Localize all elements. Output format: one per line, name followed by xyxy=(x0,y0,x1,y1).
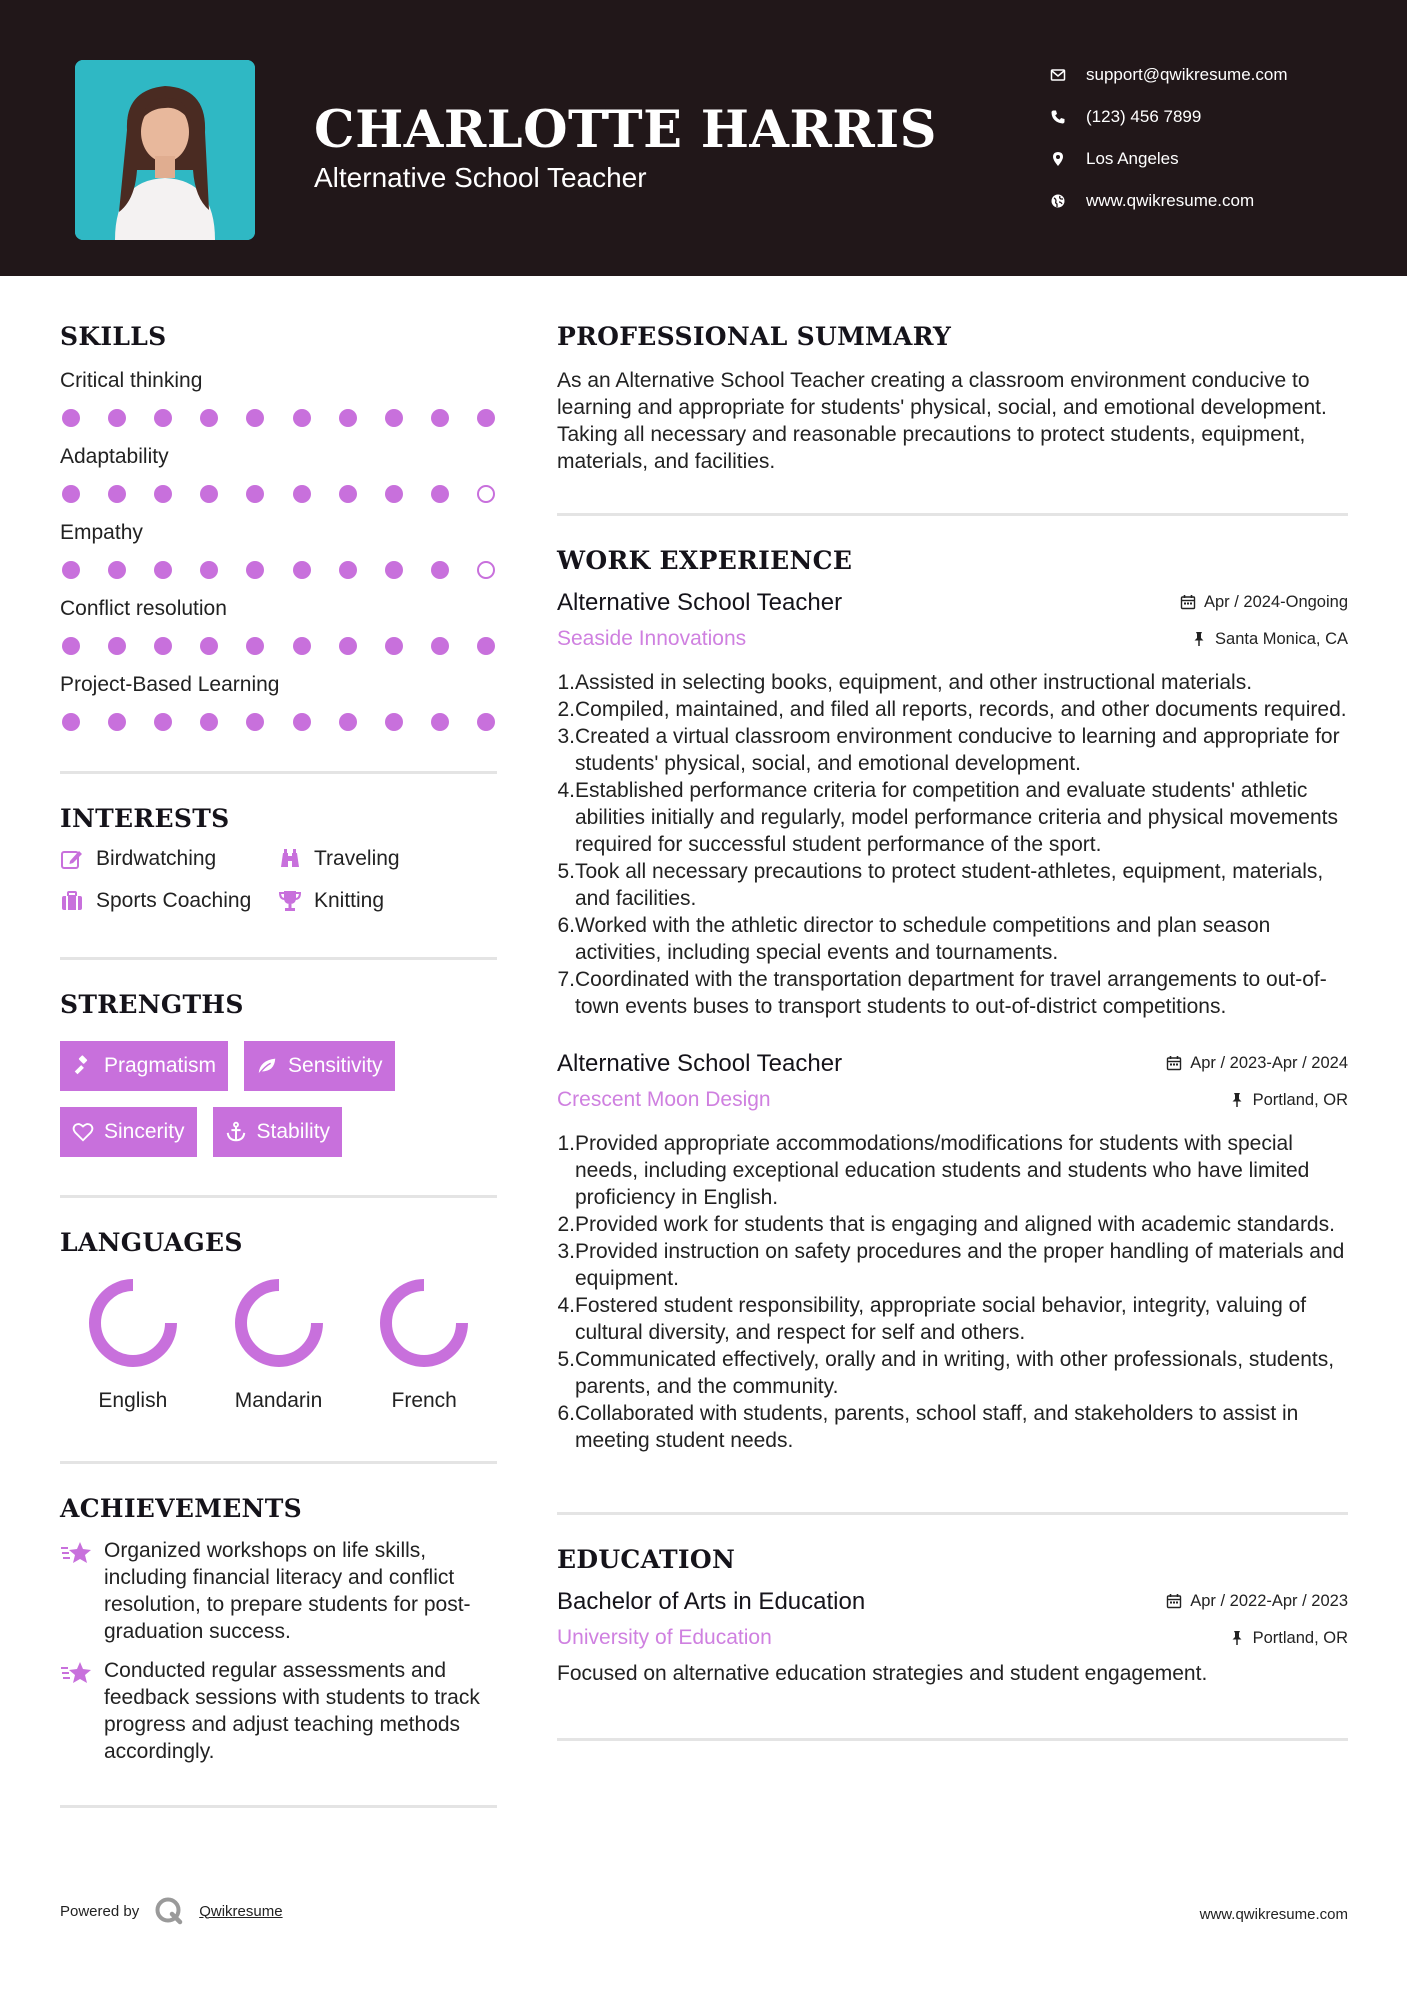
interest-label: Birdwatching xyxy=(96,847,217,870)
interest-label: Traveling xyxy=(314,847,400,870)
contact-location-text: Los Angeles xyxy=(1086,149,1179,168)
skill-rating xyxy=(60,485,497,503)
list-item: 2. Compiled, maintained, and filed all reports, records, and other documents required. xyxy=(557,698,1347,721)
rating-dot-filled xyxy=(108,637,126,655)
language-name: Mandarin xyxy=(234,1389,323,1412)
map-pin-icon xyxy=(1050,149,1086,169)
interest-item xyxy=(60,847,278,871)
rating-dot-filled xyxy=(385,485,403,503)
contact-email-text: support@qwikresume.com xyxy=(1086,65,1288,84)
experience-title: WORK EXPERIENCE xyxy=(557,546,853,575)
achievement-item xyxy=(60,1537,497,1645)
list-item: 6. Worked with the athletic director to schedule competitions and plan season activities, including special events and tournaments. xyxy=(557,914,1271,964)
rating-dot-filled xyxy=(154,409,172,427)
rating-dot-filled xyxy=(431,485,449,503)
strength-label: Stability xyxy=(256,1120,331,1143)
anchor-icon xyxy=(225,1121,247,1143)
contact-website[interactable] xyxy=(1050,180,1380,222)
section-divider xyxy=(557,1738,1348,1741)
skill-item xyxy=(60,521,497,579)
language-level-arc xyxy=(386,1285,462,1361)
education-title: EDUCATION xyxy=(557,1545,736,1574)
rating-dot-filled xyxy=(246,409,264,427)
gavel-icon xyxy=(72,1055,94,1077)
footer-website[interactable]: www.qwikresume.com xyxy=(1199,1906,1348,1923)
skill-rating xyxy=(60,561,497,579)
skill-item xyxy=(60,673,497,731)
job-location xyxy=(1191,630,1348,649)
rating-dot-filled xyxy=(246,713,264,731)
strength-label: Pragmatism xyxy=(104,1054,217,1077)
strength-chip xyxy=(213,1107,343,1157)
language-name: English xyxy=(98,1389,168,1412)
list-item: 4. Established performance criteria for competition and evaluate students' athletic abilities initially and regularly, model performance criteria and physical movements required for successful student performance of the sport. xyxy=(557,779,1338,856)
skill-name: Project-Based Learning xyxy=(60,673,280,696)
job-entry xyxy=(557,589,1348,1020)
rating-dot-filled xyxy=(385,409,403,427)
rating-dot-filled xyxy=(339,485,357,503)
skill-name: Empathy xyxy=(60,521,143,544)
contact-phone-text: (123) 456 7899 xyxy=(1086,107,1202,126)
section-divider xyxy=(60,957,497,960)
achievement-item xyxy=(60,1657,497,1765)
calendar-icon xyxy=(1166,1593,1182,1609)
pushpin-icon xyxy=(1229,1630,1245,1646)
skill-item xyxy=(60,369,497,427)
job-dates xyxy=(1166,1054,1348,1073)
section-divider xyxy=(557,513,1348,516)
rating-dot-filled xyxy=(108,409,126,427)
skill-rating xyxy=(60,713,497,731)
company-name: Seaside Innovations xyxy=(557,627,747,650)
language-item xyxy=(351,1275,497,1413)
languages-title: LANGUAGES xyxy=(60,1228,243,1257)
rating-dot-filled xyxy=(293,561,311,579)
contact-list xyxy=(1050,54,1380,222)
rating-dot-filled xyxy=(431,561,449,579)
pushpin-icon xyxy=(1191,631,1207,647)
school-name: University of Education xyxy=(557,1626,772,1649)
education-dates-text: Apr / 2022-Apr / 2023 xyxy=(1190,1591,1348,1610)
job-bullets xyxy=(557,669,1348,1020)
job-dates xyxy=(1180,593,1348,612)
rating-dot-filled xyxy=(246,485,264,503)
footer-powered-by xyxy=(60,1895,283,1927)
list-item: 5. Communicated effectively, orally and in writing, with other professionals, students, parents, and the community. xyxy=(557,1348,1335,1398)
candidate-role: Alternative School Teacher xyxy=(314,162,647,193)
rating-dot-filled xyxy=(431,637,449,655)
job-dates-text: Apr / 2023-Apr / 2024 xyxy=(1190,1053,1348,1072)
education-dates xyxy=(1166,1592,1348,1611)
list-item: 2. Provided work for students that is engaging and aligned with academic standards. xyxy=(557,1213,1335,1236)
list-item: 5. Took all necessary precautions to protect student-athletes, equipment, materials, and facilities. xyxy=(557,860,1324,910)
shooting-star-icon xyxy=(60,1657,104,1765)
skill-name: Adaptability xyxy=(60,445,169,468)
contact-email[interactable] xyxy=(1050,54,1380,96)
qwikresume-logo-icon xyxy=(153,1895,185,1927)
language-progress-ring xyxy=(85,1275,181,1371)
language-progress-ring xyxy=(376,1275,472,1371)
rating-dot-filled xyxy=(108,561,126,579)
strengths-title: STRENGTHS xyxy=(60,990,244,1019)
calendar-icon xyxy=(1180,594,1196,610)
brand-link[interactable]: Qwikresume xyxy=(199,1902,283,1920)
list-item: 6. Collaborated with students, parents, school staff, and stakeholders to assist in meeting student needs. xyxy=(557,1402,1299,1452)
skill-item xyxy=(60,597,497,655)
strengths-list xyxy=(60,1041,497,1157)
profile-photo xyxy=(75,60,255,240)
rating-dot-filled xyxy=(431,713,449,731)
rating-dot-filled xyxy=(385,561,403,579)
strength-chip xyxy=(244,1041,395,1091)
interest-item xyxy=(60,889,278,913)
rating-dot-empty xyxy=(477,561,495,579)
contact-phone[interactable] xyxy=(1050,96,1380,138)
shooting-star-icon xyxy=(60,1537,104,1645)
language-name: French xyxy=(391,1389,457,1412)
rating-dot-filled xyxy=(477,637,495,655)
language-level-arc xyxy=(95,1285,171,1361)
rating-dot-filled xyxy=(154,561,172,579)
section-divider xyxy=(557,1512,1348,1515)
rating-dot-filled xyxy=(246,561,264,579)
list-item: 7. Coordinated with the transportation department for travel arrangements to out-of-town events buses to transport students to out-of-district competitions. xyxy=(557,968,1327,1018)
strength-label: Sensitivity xyxy=(288,1054,383,1077)
job-location-text: Portland, OR xyxy=(1252,1090,1348,1109)
language-item xyxy=(60,1275,206,1413)
rating-dot-empty xyxy=(477,485,495,503)
skills-list xyxy=(60,369,497,731)
rating-dot-filled xyxy=(293,713,311,731)
interest-item xyxy=(278,847,496,871)
rating-dot-filled xyxy=(293,637,311,655)
summary-title: PROFESSIONAL SUMMARY xyxy=(557,322,952,351)
rating-dot-filled xyxy=(339,561,357,579)
candidate-name: CHARLOTTE HARRIS xyxy=(314,100,937,160)
list-item: 1. Assisted in selecting books, equipment, and other instructional materials. xyxy=(557,671,1253,694)
skill-rating xyxy=(60,409,497,427)
skills-title: SKILLS xyxy=(60,322,167,351)
rating-dot-filled xyxy=(293,409,311,427)
list-item: 1. Provided appropriate accommodations/modifications for students with special needs, including exceptional education students and students who have limited proficiency in English. xyxy=(557,1132,1310,1209)
degree-title: Bachelor of Arts in Education xyxy=(557,1588,866,1615)
briefcase-icon xyxy=(60,889,96,913)
rating-dot-filled xyxy=(154,485,172,503)
profile-photo-illustration xyxy=(75,60,255,240)
envelope-icon xyxy=(1050,65,1086,85)
job-title: Alternative School Teacher xyxy=(557,589,843,616)
interests-title: INTERESTS xyxy=(60,804,230,833)
interest-item xyxy=(278,889,496,913)
job-title: Alternative School Teacher xyxy=(557,1050,843,1077)
contact-website-text: www.qwikresume.com xyxy=(1086,191,1255,210)
strength-label: Sincerity xyxy=(104,1120,185,1143)
skill-rating xyxy=(60,637,497,655)
powered-by-text: Powered by xyxy=(60,1902,140,1920)
pushpin-icon xyxy=(1229,1092,1245,1108)
rating-dot-filled xyxy=(200,485,218,503)
rating-dot-filled xyxy=(62,409,80,427)
trophy-icon xyxy=(278,889,314,913)
leaf-icon xyxy=(256,1055,278,1077)
rating-dot-filled xyxy=(62,637,80,655)
skill-item xyxy=(60,445,497,503)
rating-dot-filled xyxy=(200,713,218,731)
rating-dot-filled xyxy=(293,485,311,503)
rating-dot-filled xyxy=(200,561,218,579)
rating-dot-filled xyxy=(62,485,80,503)
education-location-text: Portland, OR xyxy=(1252,1628,1348,1647)
rating-dot-filled xyxy=(200,637,218,655)
rating-dot-filled xyxy=(385,713,403,731)
skill-name: Critical thinking xyxy=(60,369,203,392)
rating-dot-filled xyxy=(477,409,495,427)
strength-chip xyxy=(60,1041,228,1091)
binoculars-icon xyxy=(278,847,314,871)
achievement-text: Conducted regular assessments and feedback sessions with students to track progress and adjust teaching methods accordingly. xyxy=(104,1659,480,1763)
list-item: 3. Provided instruction on safety procedures and the proper handling of materials and equipment. xyxy=(557,1240,1345,1290)
job-location-text: Santa Monica, CA xyxy=(1215,629,1348,648)
company-name: Crescent Moon Design xyxy=(557,1088,771,1111)
rating-dot-filled xyxy=(108,485,126,503)
rating-dot-filled xyxy=(431,409,449,427)
job-bullets xyxy=(557,1130,1348,1454)
section-divider xyxy=(60,1805,497,1808)
rating-dot-filled xyxy=(339,637,357,655)
achievement-text: Organized workshops on life skills, including financial literacy and conflict resolution, to prepare students for post-graduation success. xyxy=(104,1539,471,1643)
heart-icon xyxy=(72,1121,94,1143)
interest-label: Sports Coaching xyxy=(96,889,252,912)
interests-list xyxy=(60,847,497,913)
section-divider xyxy=(60,771,497,774)
language-item xyxy=(206,1275,352,1413)
skill-name: Conflict resolution xyxy=(60,597,227,620)
section-divider xyxy=(60,1461,497,1464)
calendar-icon xyxy=(1166,1055,1182,1071)
language-progress-ring xyxy=(231,1275,327,1371)
achievements-title: ACHIEVEMENTS xyxy=(60,1494,302,1523)
languages-list xyxy=(60,1275,497,1413)
phone-icon xyxy=(1050,107,1086,127)
edit-icon xyxy=(60,847,96,871)
rating-dot-filled xyxy=(154,713,172,731)
list-item: 4. Fostered student responsibility, appropriate social behavior, integrity, valuing of cultural diversity, and respect for self and others. xyxy=(557,1294,1307,1344)
job-dates-text: Apr / 2024-Ongoing xyxy=(1203,592,1348,611)
list-item: 3. Created a virtual classroom environment conducive to learning and appropriate for students' physical, social, and emotional development. xyxy=(557,725,1340,775)
interest-label: Knitting xyxy=(314,889,385,912)
education-location xyxy=(1229,1629,1348,1648)
rating-dot-filled xyxy=(385,637,403,655)
job-location xyxy=(1229,1091,1348,1110)
education-entry xyxy=(557,1588,1348,1686)
globe-icon xyxy=(1050,191,1086,211)
rating-dot-filled xyxy=(62,561,80,579)
job-entry xyxy=(557,1050,1348,1454)
rating-dot-filled xyxy=(477,713,495,731)
rating-dot-filled xyxy=(339,409,357,427)
rating-dot-filled xyxy=(154,637,172,655)
rating-dot-filled xyxy=(108,713,126,731)
summary-text: As an Alternative School Teacher creating a classroom environment conducive to learning and appropriate for students' physical, social, and emotional development. Taking all necessary and reasonable precautions to protect students, equipment, materials, and facilities. xyxy=(557,369,1327,473)
resume-header xyxy=(0,0,1407,276)
strength-chip xyxy=(60,1107,197,1157)
rating-dot-filled xyxy=(246,637,264,655)
contact-location xyxy=(1050,138,1380,180)
rating-dot-filled xyxy=(339,713,357,731)
education-description: Focused on alternative education strategies and student engagement. xyxy=(557,1662,1208,1685)
language-level-arc xyxy=(241,1285,317,1361)
rating-dot-filled xyxy=(200,409,218,427)
left-column xyxy=(60,300,497,1808)
rating-dot-filled xyxy=(62,713,80,731)
right-column xyxy=(557,300,1348,1741)
section-divider xyxy=(60,1195,497,1198)
